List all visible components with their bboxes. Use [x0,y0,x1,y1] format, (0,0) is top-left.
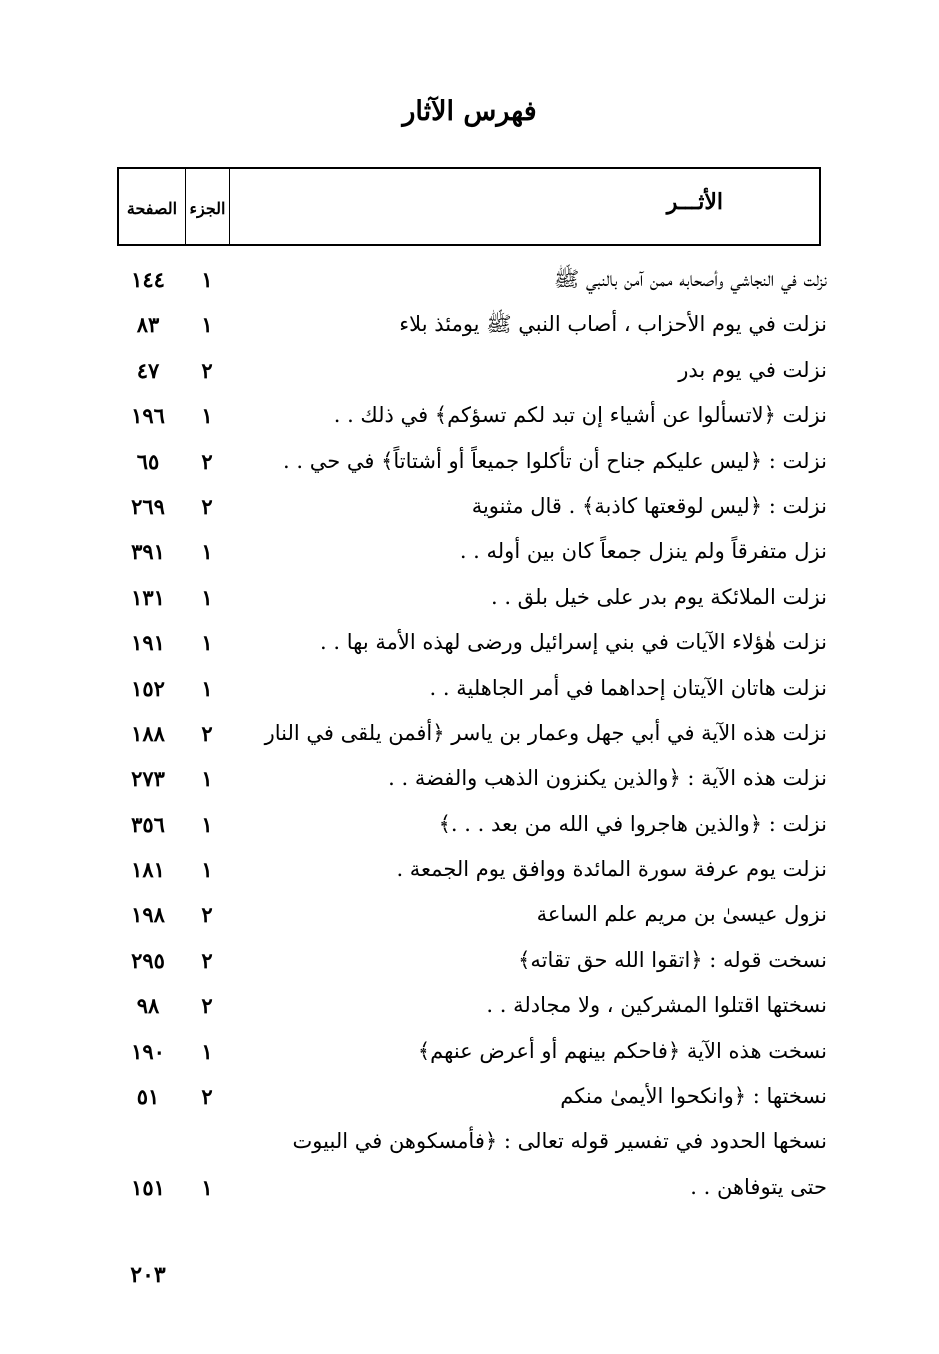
list-item [117,575,827,620]
entry-text: نزلت في النجاشي وأصحابه ممن آمن بالنبي ﷺ [553,267,827,291]
entry-volume: ٢ [201,1084,213,1110]
entry-text: نزلت : ﴿ليس عليكم جناح أن تأكلوا جميعاً أو أشتاتاً﴾ في حي . . [283,448,827,473]
list-item [117,620,827,665]
entry-page: ١٩٨ [131,902,165,928]
entry-page: ٨٣ [136,312,160,338]
entry-page: ٢٧٣ [131,766,165,792]
entry-volume: ١ [201,811,213,837]
list-item [117,892,827,937]
entry-text: نزلت يوم عرفة سورة المائدة ووافق يوم الجمعة . [396,857,827,882]
entry-volume: ٢ [201,902,213,928]
entry-page: ١٩٠ [131,1038,165,1064]
entry-volume: ١ [201,766,213,792]
entry-page: ١٤٤ [131,266,165,292]
entry-page: ١٨١ [131,857,165,883]
page-number: ٢٠٣ [130,1262,166,1288]
list-item [117,1029,827,1074]
entry-text: نزلت الملائكة يوم بدر على خيل بلق . . [490,584,827,609]
list-item [117,484,827,529]
entry-text [267,1119,827,1210]
list-item [117,348,827,393]
list-item [117,711,827,756]
list-item [117,666,827,711]
entry-text: نسختها اقتلوا المشركين ، ولا مجادلة . . [486,993,827,1018]
entry-volume: ٢ [201,993,213,1019]
entry-volume: ١ [201,539,213,565]
entry-page: ٤٧ [136,357,160,383]
entry-volume: ٢ [201,493,213,519]
entry-text: نزلت هاتان الآيتان إحداهما في أمر الجاهلية . . [429,675,827,700]
list-item [117,938,827,983]
entry-page: ٦٥ [136,448,160,474]
page-title: فهرس الآثار [402,96,537,127]
entry-text: نسخت قوله : ﴿اتقوا الله حق تقاته﴾ [518,947,827,972]
entry-volume: ٢ [201,720,213,746]
entry-page: ٣٥٦ [131,811,165,837]
entry-volume: ١ [201,675,213,701]
entry-text: نزول عيسىٰ بن مريم علم الساعة [536,902,827,927]
list-item [117,847,827,892]
list-item [117,302,827,347]
entry-page: ٩٨ [136,993,160,1019]
entry-volume: ٢ [201,357,213,383]
header-athar-label: الأثـــر [666,189,723,215]
list-item [117,1119,827,1210]
entry-volume: ١ [201,857,213,883]
entry-volume: ١ [201,312,213,338]
entry-text: نزلت ﴿لاتسألوا عن أشياء إن تبد لكم تسؤكم﴾ في ذلك . . [333,403,827,428]
entry-volume: ١ [201,266,213,292]
entry-text: نزل متفرقاً ولم ينزل جمعاً كان بين أوله . . [459,539,827,564]
entry-volume: ١ [201,1038,213,1064]
entry-page: ١٩٦ [131,403,165,429]
header-page: الصفحة [126,199,178,218]
entry-text: نزلت هذه الآية في أبي جهل وعمار بن ياسر ﴿أفمن يلقى في النار [264,720,827,745]
list-item [117,802,827,847]
entry-text: نزلت : ﴿ليس لوقعتها كاذبة﴾ . قال مثنوية [471,493,827,518]
entry-volume: ١ [201,1174,213,1200]
entry-page: ١٩١ [131,630,165,656]
list-item [117,439,827,484]
entry-text: نسخت هذه الآية ﴿فاحكم بينهم أو أعرض عنهم﴾ [417,1038,827,1063]
entry-text: نسختها : ﴿وانكحوا الأيمىٰ منكم [560,1084,827,1109]
entry-text: نزلت هذه الآية : ﴿والذين يكنزون الذهب والفضة . . [388,766,827,791]
entry-text: نزلت في يوم الأحزاب ، أصاب النبي ﷺ يومئذ بلاء [399,312,827,337]
header-juz: الجزء [185,169,230,244]
index-table-header [117,167,821,246]
entry-volume: ١ [201,584,213,610]
entry-page: ١٥١ [131,1174,165,1200]
entry-page: ٢٦٩ [131,493,165,519]
entry-page: ٥١ [136,1084,160,1110]
list-item [117,529,827,574]
entry-page: ٢٩٥ [131,947,165,973]
list-item [117,257,827,302]
entry-page: ١٥٢ [131,675,165,701]
list-item [117,983,827,1028]
header-athar [230,169,819,244]
entries-list [117,257,827,1210]
entry-text-line-2: حتى يتوفاهن . . [690,1174,827,1199]
entry-text: نزلت في يوم بدر [678,357,827,382]
list-item [117,756,827,801]
entry-text: نزلت : ﴿والذين هاجروا في الله من بعد . . .﴾ [438,811,827,836]
entry-volume: ٢ [201,448,213,474]
entry-volume: ١ [201,630,213,656]
entry-page: ١٣١ [131,584,165,610]
entry-volume: ١ [201,403,213,429]
list-item [117,393,827,438]
list-item [117,1074,827,1119]
entry-page: ١٨٨ [131,720,165,746]
entry-text-line-1: نسخها الحدود في تفسير قوله تعالى : ﴿فأمسكوهن في البيوت [292,1129,827,1154]
entry-volume: ٢ [201,947,213,973]
entry-text: نزلت هٰؤلاء الآيات في بني إسرائيل ورضى لهذه الأمة بها . . [320,630,827,655]
entry-page: ٣٩١ [131,539,165,565]
